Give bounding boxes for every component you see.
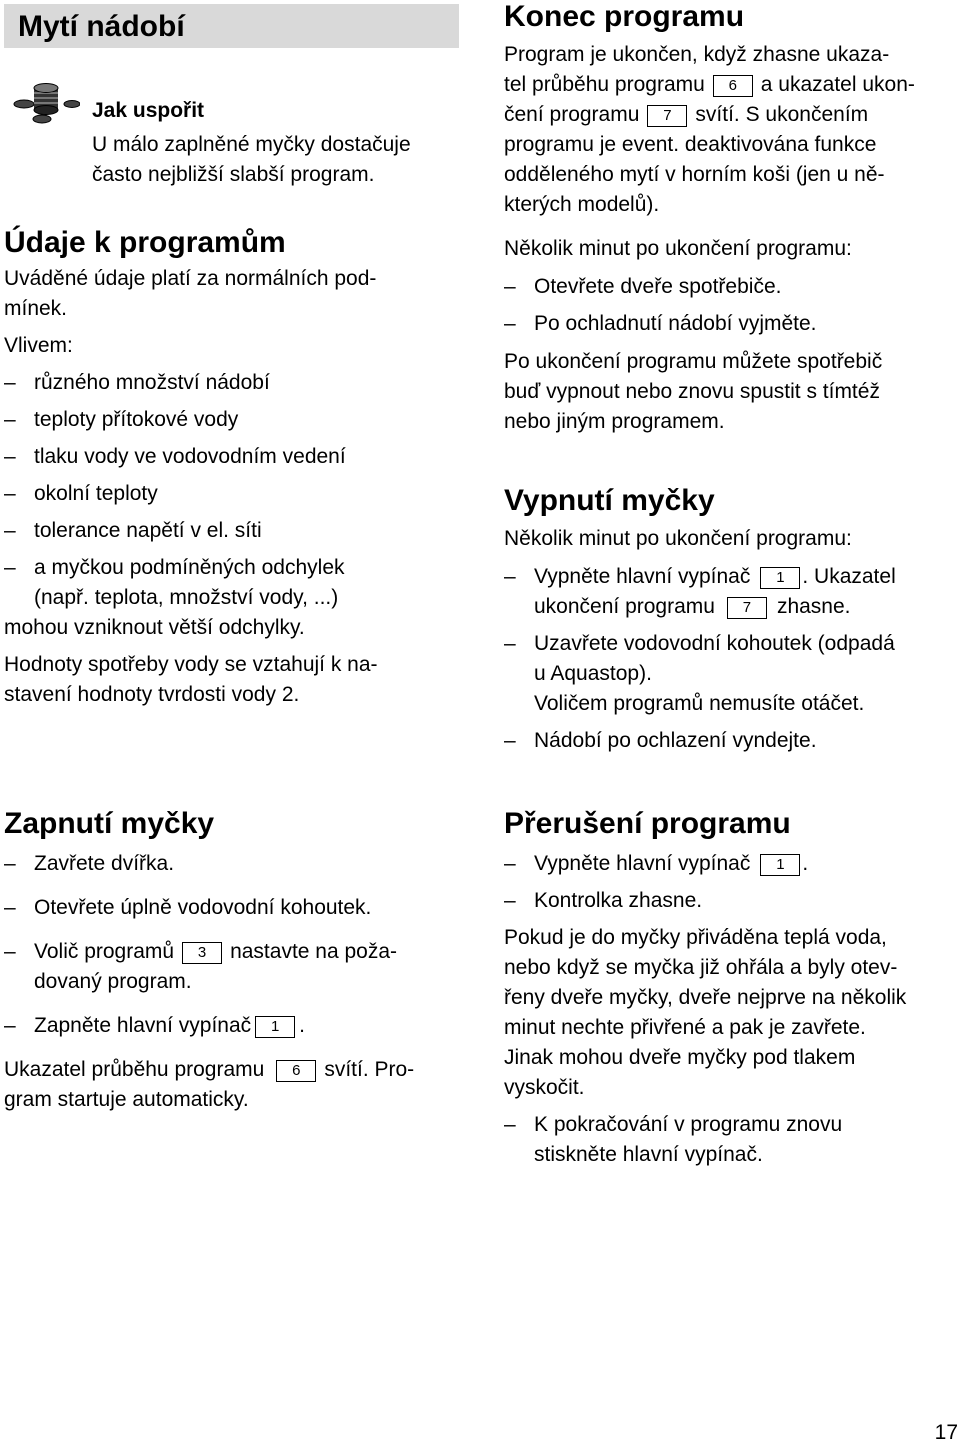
paragraph: gram startuje automaticky. bbox=[4, 1088, 249, 1111]
list-item-text: u Aquastop). bbox=[534, 662, 652, 685]
list-item: – tlaku vody ve vodovodním vedení bbox=[4, 442, 459, 472]
indicator-box: 6 bbox=[713, 75, 753, 97]
paragraph: Několik minut po ukončení programu: bbox=[504, 527, 852, 550]
section-title: Přerušení programu bbox=[504, 807, 791, 840]
tip-text: U málo zaplněné myčky dostačuje bbox=[92, 133, 411, 156]
paragraph: Uváděné údaje platí za normálních pod- bbox=[4, 267, 377, 290]
list-item bbox=[504, 629, 954, 719]
list-item bbox=[4, 553, 459, 613]
page-number: 17 bbox=[934, 1421, 958, 1444]
indicator-box: 7 bbox=[647, 105, 687, 127]
list-item-text: K pokračování v programu znovu bbox=[534, 1113, 843, 1136]
list-item bbox=[4, 937, 459, 997]
tip-text: často nejbližší slabší program. bbox=[92, 163, 375, 186]
switch-on-section bbox=[4, 807, 459, 1115]
list-item-text: stiskněte hlavní vypínač. bbox=[534, 1143, 763, 1166]
tip-title: Jak uspořit bbox=[92, 99, 205, 122]
indicator-box: 1 bbox=[760, 854, 800, 876]
list-item-text: Voličem programů nemusíte otáčet. bbox=[534, 692, 865, 715]
list-item: – okolní teploty bbox=[4, 479, 459, 509]
page-title: Mytí nádobí bbox=[18, 10, 185, 43]
section-title: Zapnutí myčky bbox=[4, 807, 215, 840]
paragraph bbox=[504, 70, 954, 100]
paragraph: programu je event. deaktivována funkce bbox=[504, 133, 877, 156]
indicator-box: 1 bbox=[760, 567, 800, 589]
list-item: – Kontrolka zhasne. bbox=[504, 886, 954, 916]
interrupt-section bbox=[504, 807, 954, 1170]
list-item-text: . bbox=[299, 1014, 305, 1037]
paragraph: mínek. bbox=[4, 297, 68, 320]
paragraph: Hodnoty spotřeby vody se vztahují k na- bbox=[4, 653, 378, 676]
list-item: – Zavřete dvířka. bbox=[4, 849, 459, 879]
paragraph: mohou vzniknout větší odchylky. bbox=[4, 616, 305, 639]
paragraph-text: svítí. Pro- bbox=[324, 1058, 415, 1081]
list-item: – Nádobí po ochlazení vyndejte. bbox=[504, 726, 954, 756]
paragraph: odděleného mytí v horním koši (jen u ně- bbox=[504, 163, 885, 186]
tip-block bbox=[4, 96, 459, 190]
list-item-text: dovaný program. bbox=[34, 970, 192, 993]
paragraph bbox=[4, 1055, 459, 1085]
paragraph: buď vypnout nebo znovu spustit s tímtéž bbox=[504, 380, 880, 403]
list-item: – Po ochladnutí nádobí vyjměte. bbox=[504, 309, 954, 339]
list-item-text: ukončení programu bbox=[534, 595, 715, 618]
paragraph-text: Ukazatel průběhu programu bbox=[4, 1058, 265, 1081]
paragraph: Jinak mohou dveře myčky pod tlakem bbox=[504, 1046, 856, 1069]
list-item-text: Zapněte hlavní vypínač bbox=[34, 1014, 252, 1037]
paragraph: Vlivem: bbox=[4, 334, 73, 357]
program-end-section bbox=[504, 0, 954, 437]
paragraph-text: tel průběhu programu bbox=[504, 73, 705, 96]
paragraph: Pokud je do myčky přiváděna teplá voda, bbox=[504, 926, 887, 949]
indicator-box: 7 bbox=[727, 597, 767, 619]
list-item-text: Vypněte hlavní vypínač bbox=[534, 852, 751, 875]
list-item-text: Uzavřete vodovodní kohoutek (odpadá bbox=[534, 632, 895, 655]
list-item-text: nastavte na poža- bbox=[230, 940, 398, 963]
section-header bbox=[4, 4, 459, 48]
paragraph: kterých modelů). bbox=[504, 193, 660, 216]
list-item: – tolerance napětí v el. síti bbox=[4, 516, 459, 546]
program-data-section bbox=[4, 226, 459, 710]
indicator-box: 1 bbox=[255, 1016, 295, 1038]
paragraph: stavení hodnoty tvrdosti vody 2. bbox=[4, 683, 300, 706]
indicator-box: 3 bbox=[182, 942, 222, 964]
indicator-box: 6 bbox=[276, 1060, 316, 1082]
paragraph: řeny dveře myčky, dveře nejprve na několik bbox=[504, 986, 907, 1009]
list-item-text: Vypněte hlavní vypínač bbox=[534, 565, 751, 588]
section-title: Údaje k programům bbox=[4, 226, 286, 259]
list-item bbox=[504, 849, 954, 879]
list-item bbox=[504, 1110, 954, 1170]
list-item-text: zhasne. bbox=[776, 595, 851, 618]
paragraph: vyskočit. bbox=[504, 1076, 585, 1099]
paragraph-text: svítí. S ukončením bbox=[695, 103, 869, 126]
list-item bbox=[504, 562, 954, 622]
list-item-text: (např. teplota, množství vody, ...) bbox=[34, 586, 339, 609]
list-item: – Otevřete úplně vodovodní kohoutek. bbox=[4, 893, 459, 923]
list-item-text: . Ukazatel bbox=[802, 565, 896, 588]
switch-off-section bbox=[504, 484, 954, 756]
list-item-text: . bbox=[802, 852, 809, 875]
list-item: – Otevřete dveře spotřebiče. bbox=[504, 272, 954, 302]
list-item: – různého množství nádobí bbox=[4, 368, 459, 398]
paragraph-text: čení programu bbox=[504, 103, 640, 126]
list-item-text: Volič programů bbox=[34, 940, 175, 963]
paragraph: Po ukončení programu můžete spotřebič bbox=[504, 350, 883, 373]
paragraph bbox=[504, 100, 954, 130]
section-title: Vypnutí myčky bbox=[504, 484, 715, 517]
list-item-text: a myčkou podmíněných odchylek bbox=[34, 556, 345, 579]
paragraph: Několik minut po ukončení programu: bbox=[504, 237, 852, 260]
section-title: Konec programu bbox=[504, 0, 745, 33]
paragraph: minut nechte přivřené a pak je zavřete. bbox=[504, 1016, 866, 1039]
paragraph: Program je ukončen, když zhasne ukaza- bbox=[504, 43, 890, 66]
paragraph-text: a ukazatel ukon- bbox=[760, 73, 915, 96]
list-item bbox=[4, 1011, 459, 1041]
paragraph: nebo když se myčka již ohřála a byly otev- bbox=[504, 956, 898, 979]
paragraph: nebo jiným programem. bbox=[504, 410, 725, 433]
list-item: – teploty přítokové vody bbox=[4, 405, 459, 435]
